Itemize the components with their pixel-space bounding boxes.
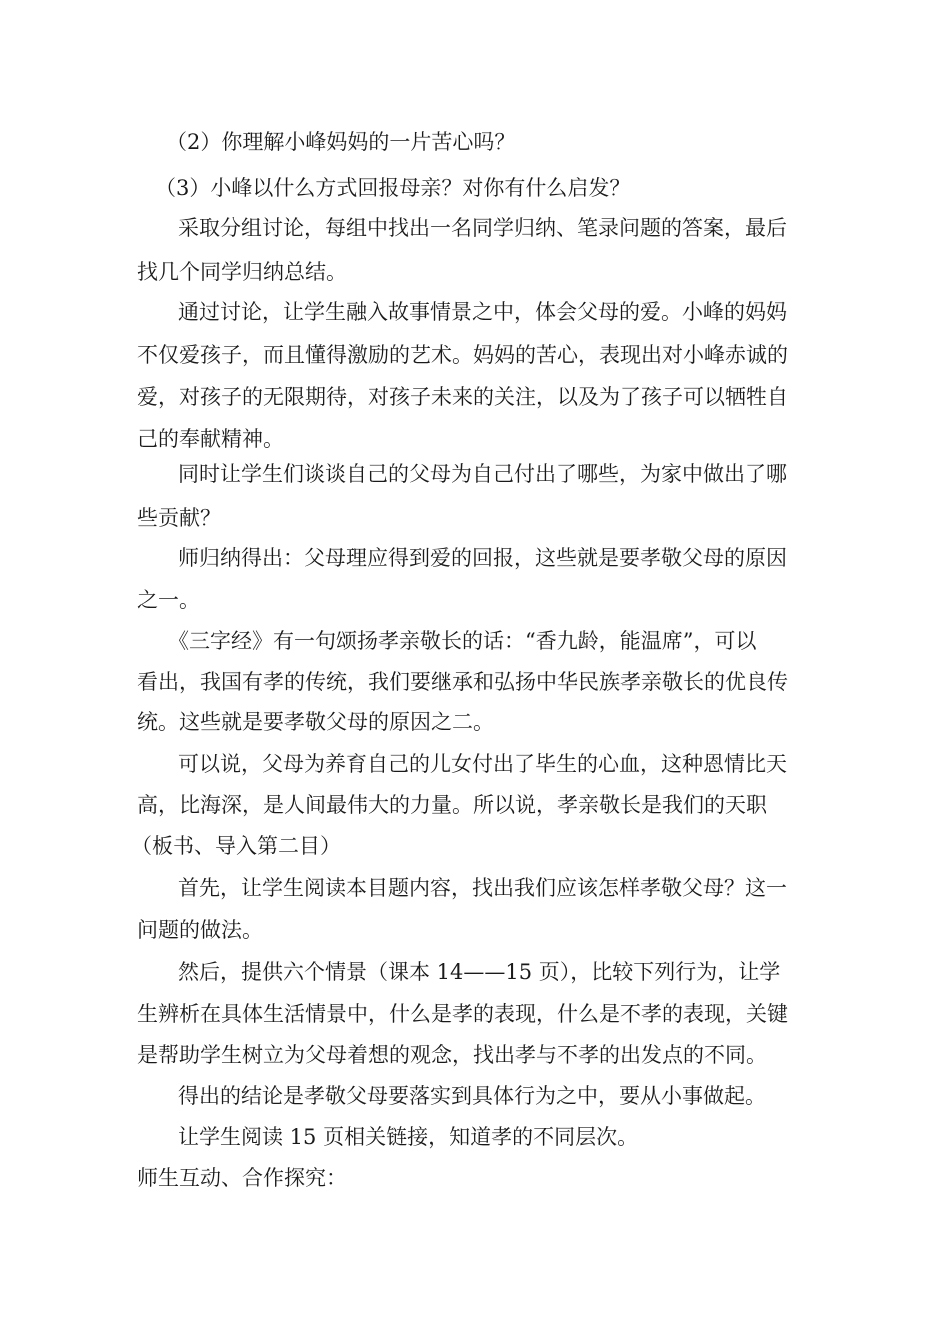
text-line: 是帮助学生树立为父母着想的观念，找出孝与不孝的出发点的不同。 (137, 1043, 767, 1067)
text-line: 统。这些就是要孝敬父母的原因之二。 (137, 710, 494, 734)
text-line: 找几个同学归纳总结。 (137, 260, 347, 284)
text-line: 不仅爱孩子，而且懂得激励的艺术。妈妈的苦心，表现出对小峰赤诚的 (137, 343, 788, 367)
text-line: 《三字经》有一句颂扬孝亲敬长的话：“香九龄，能温席”，可以 (168, 629, 757, 653)
text-line: 然后，提供六个情景（课本 14——15 页），比较下列行为，让学 (178, 960, 781, 984)
text-line: 可以说，父母为养育自己的儿女付出了毕生的心血，这种恩情比天 (178, 752, 787, 776)
text-line: 己的奉献精神。 (137, 427, 284, 451)
text-line: 些贡献？ (137, 506, 221, 530)
text-line: 同时让学生们谈谈自己的父母为自己付出了哪些，为家中做出了哪 (178, 462, 787, 486)
text-line: 采取分组讨论，每组中找出一名同学归纳、笔录问题的答案，最后 (178, 216, 787, 240)
text-line: 让学生阅读 15 页相关链接，知道孝的不同层次。 (178, 1125, 639, 1149)
text-line: 爱，对孩子的无限期待，对孩子未来的关注，以及为了孩子可以牺牲自 (137, 385, 788, 409)
text-line: 之一。 (137, 588, 200, 612)
text-line: 师归纳得出：父母理应得到爱的回报，这些就是要孝敬父母的原因 (178, 546, 787, 570)
text-line: （3）小峰以什么方式回报母亲？对你有什么启发？ (155, 176, 631, 200)
text-line: 问题的做法。 (137, 918, 263, 942)
text-line: 师生互动、合作探究： (137, 1166, 347, 1190)
text-line: 得出的结论是孝敬父母要落实到具体行为之中，要从小事做起。 (178, 1084, 766, 1108)
text-line: 首先，让学生阅读本目题内容，找出我们应该怎样孝敬父母？这一 (178, 876, 787, 900)
text-line: （板书、导入第二目） (131, 834, 341, 858)
text-line: 看出，我国有孝的传统，我们要继承和弘扬中华民族孝亲敬长的优良传 (137, 670, 788, 694)
text-line: 高，比海深，是人间最伟大的力量。所以说，孝亲敬长是我们的天职 (137, 793, 767, 817)
text-line: （2）你理解小峰妈妈的一片苦心吗？ (166, 130, 516, 154)
text-line: 生辨析在具体生活情景中，什么是孝的表现，什么是不孝的表现，关键 (137, 1002, 788, 1026)
text-line: 通过讨论，让学生融入故事情景之中，体会父母的爱。小峰的妈妈 (178, 300, 787, 324)
